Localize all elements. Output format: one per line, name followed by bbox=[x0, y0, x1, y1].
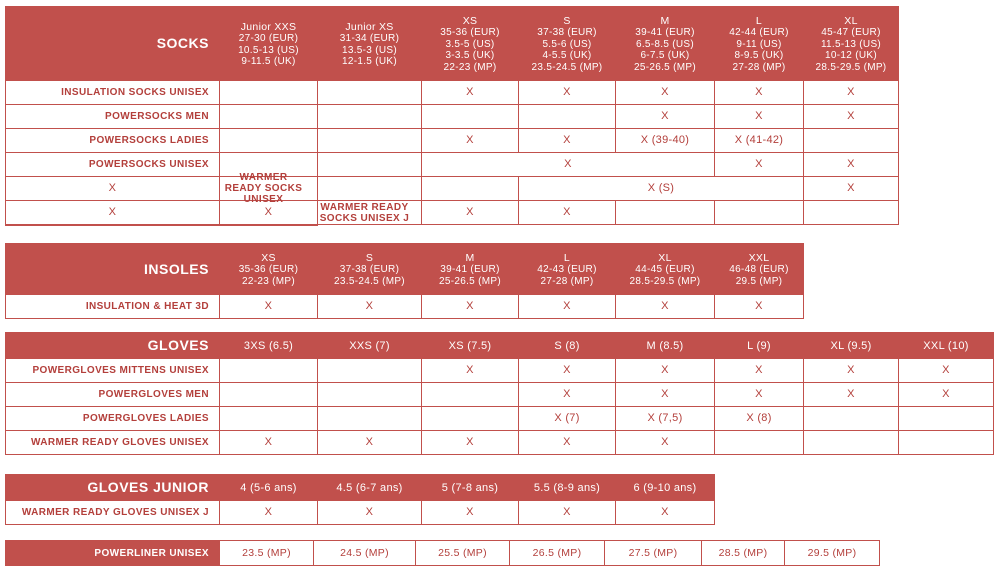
table-cell: X bbox=[715, 81, 804, 105]
socks-col-junior-xxs: Junior XXS 27-30 (EUR) 10.5-13 (US) 9-11.5 (UK) bbox=[220, 7, 318, 81]
table-cell: X bbox=[616, 295, 715, 319]
table-cell bbox=[6, 225, 220, 226]
table-cell: X bbox=[220, 295, 318, 319]
table-cell bbox=[220, 129, 318, 153]
socks-title: SOCKS bbox=[6, 7, 220, 81]
table-cell bbox=[318, 359, 422, 383]
gloves-junior-col-4: 4 (5-6 ans) bbox=[220, 475, 318, 501]
table-cell: X bbox=[616, 431, 715, 455]
table-cell bbox=[715, 431, 804, 455]
table-cell: X bbox=[519, 129, 616, 153]
table-cell: X bbox=[715, 105, 804, 129]
table-cell bbox=[715, 201, 804, 225]
table-cell: X (41-42) bbox=[715, 129, 804, 153]
table-cell bbox=[318, 153, 422, 177]
table-cell: 25.5 (MP) bbox=[416, 541, 510, 566]
table-cell: X bbox=[804, 81, 899, 105]
table-cell: 23.5 (MP) bbox=[220, 541, 314, 566]
row-label: INSULATION & HEAT 3D bbox=[6, 295, 220, 319]
table-cell: X bbox=[616, 81, 715, 105]
table-cell: X bbox=[519, 359, 616, 383]
row-label: POWERGLOVES MITTENS UNISEX bbox=[6, 359, 220, 383]
table-cell bbox=[616, 201, 715, 225]
gloves-col-xl: XL (9.5) bbox=[804, 333, 899, 359]
table-cell bbox=[318, 129, 422, 153]
table-cell: X bbox=[804, 359, 899, 383]
table-cell: X bbox=[616, 383, 715, 407]
table-cell: X bbox=[899, 383, 994, 407]
insoles-col-s: S 37-38 (EUR) 23.5-24.5 (MP) bbox=[318, 244, 422, 295]
socks-table bbox=[5, 6, 899, 226]
table-cell: X (7,5) bbox=[616, 407, 715, 431]
row-label: POWERGLOVES MEN bbox=[6, 383, 220, 407]
insoles-table bbox=[5, 243, 804, 319]
table-cell bbox=[220, 81, 318, 105]
table-cell bbox=[220, 407, 318, 431]
socks-col-xl: XL 45-47 (EUR) 11.5-13 (US) 10-12 (UK) 28.5-29.5 (MP) bbox=[804, 7, 899, 81]
table-cell: 27.5 (MP) bbox=[605, 541, 702, 566]
table-cell: X bbox=[318, 295, 422, 319]
gloves-table bbox=[5, 332, 994, 455]
table-cell: X (39-40) bbox=[616, 129, 715, 153]
table-cell bbox=[422, 407, 519, 431]
merged-cell: X (S) bbox=[519, 177, 804, 201]
table-cell: X bbox=[715, 359, 804, 383]
table-cell: X bbox=[804, 177, 899, 201]
table-cell: X bbox=[519, 431, 616, 455]
table-cell: X bbox=[715, 153, 804, 177]
table-cell: X bbox=[804, 153, 899, 177]
table-cell: X bbox=[715, 295, 804, 319]
socks-col-s: S 37-38 (EUR) 5.5-6 (US) 4-5.5 (UK) 23.5-24.5 (MP) bbox=[519, 7, 616, 81]
gloves-col-l: L (9) bbox=[715, 333, 804, 359]
table-cell: X (7) bbox=[519, 407, 616, 431]
table-cell: X bbox=[422, 359, 519, 383]
table-cell bbox=[804, 431, 899, 455]
table-cell: 24.5 (MP) bbox=[314, 541, 416, 566]
row-label: POWERSOCKS UNISEX bbox=[6, 153, 220, 177]
table-cell bbox=[220, 359, 318, 383]
gloves-title: GLOVES bbox=[6, 333, 220, 359]
gloves-col-xxs: XXS (7) bbox=[318, 333, 422, 359]
insoles-col-m: M 39-41 (EUR) 25-26.5 (MP) bbox=[422, 244, 519, 295]
table-cell bbox=[804, 407, 899, 431]
gloves-junior-col-6: 6 (9-10 ans) bbox=[616, 475, 715, 501]
table-cell bbox=[220, 383, 318, 407]
row-label: WARMER READY SOCKS UNISEX bbox=[220, 177, 318, 201]
socks-col-junior-xs: Junior XS 31-34 (EUR) 13.5-3 (US) 12-1.5 (UK) bbox=[318, 7, 422, 81]
table-cell bbox=[318, 383, 422, 407]
table-cell: X bbox=[715, 383, 804, 407]
table-cell: X bbox=[422, 431, 519, 455]
table-cell bbox=[318, 105, 422, 129]
table-cell: X (8) bbox=[715, 407, 804, 431]
socks-col-m: M 39-41 (EUR) 6.5-8.5 (US) 6-7.5 (UK) 25-26.5 (MP) bbox=[616, 7, 715, 81]
table-cell: X bbox=[318, 501, 422, 525]
table-cell bbox=[899, 407, 994, 431]
table-cell bbox=[804, 201, 899, 225]
table-cell bbox=[899, 431, 994, 455]
insoles-title: INSOLES bbox=[6, 244, 220, 295]
table-cell: X bbox=[220, 431, 318, 455]
table-cell: X bbox=[220, 201, 318, 225]
table-cell: X bbox=[804, 383, 899, 407]
gloves-col-xs: XS (7.5) bbox=[422, 333, 519, 359]
table-cell: X bbox=[422, 501, 519, 525]
row-label: POWERSOCKS LADIES bbox=[6, 129, 220, 153]
table-cell bbox=[220, 225, 318, 226]
table-cell: X bbox=[519, 201, 616, 225]
row-label: WARMER READY SOCKS UNISEX J bbox=[318, 201, 422, 225]
row-label: INSULATION SOCKS UNISEX bbox=[6, 81, 220, 105]
socks-col-l: L 42-44 (EUR) 9-11 (US) 8-9.5 (UK) 27-28 (MP) bbox=[715, 7, 804, 81]
table-cell: X bbox=[422, 81, 519, 105]
table-cell bbox=[804, 129, 899, 153]
gloves-junior-table bbox=[5, 474, 715, 525]
table-cell: 26.5 (MP) bbox=[510, 541, 605, 566]
table-cell: X bbox=[519, 501, 616, 525]
gloves-col-3xs: 3XS (6.5) bbox=[220, 333, 318, 359]
table-cell: X bbox=[519, 383, 616, 407]
table-cell: X bbox=[616, 105, 715, 129]
powerliner-title: POWERLINER UNISEX bbox=[6, 541, 220, 566]
merged-cell: X bbox=[422, 153, 715, 177]
table-cell bbox=[519, 105, 616, 129]
socks-col-xs: XS 35-36 (EUR) 3.5-5 (US) 3-3.5 (UK) 22-23 (MP) bbox=[422, 7, 519, 81]
table-cell: X bbox=[422, 201, 519, 225]
gloves-junior-col-5-5: 5.5 (8-9 ans) bbox=[519, 475, 616, 501]
gloves-col-m: M (8.5) bbox=[616, 333, 715, 359]
row-label: POWERGLOVES LADIES bbox=[6, 407, 220, 431]
row-label: WARMER READY GLOVES UNISEX J bbox=[6, 501, 220, 525]
table-cell bbox=[318, 177, 422, 201]
table-cell: X bbox=[220, 501, 318, 525]
gloves-junior-title: GLOVES JUNIOR bbox=[6, 475, 220, 501]
table-cell bbox=[318, 407, 422, 431]
gloves-junior-col-4-5: 4.5 (6-7 ans) bbox=[318, 475, 422, 501]
insoles-col-xl: XL 44-45 (EUR) 28.5-29.5 (MP) bbox=[616, 244, 715, 295]
powerliner-table bbox=[5, 540, 880, 566]
table-cell: X bbox=[318, 431, 422, 455]
table-cell bbox=[422, 105, 519, 129]
table-cell bbox=[220, 105, 318, 129]
table-cell bbox=[422, 177, 519, 201]
table-cell: 28.5 (MP) bbox=[702, 541, 785, 566]
insoles-col-l: L 42-43 (EUR) 27-28 (MP) bbox=[519, 244, 616, 295]
table-cell: X bbox=[616, 359, 715, 383]
row-label: WARMER READY GLOVES UNISEX bbox=[6, 431, 220, 455]
table-cell: X bbox=[519, 81, 616, 105]
insoles-col-xxl: XXL 46-48 (EUR) 29.5 (MP) bbox=[715, 244, 804, 295]
gloves-col-xxl: XXL (10) bbox=[899, 333, 994, 359]
gloves-junior-col-5: 5 (7-8 ans) bbox=[422, 475, 519, 501]
table-cell: X bbox=[422, 295, 519, 319]
table-cell: X bbox=[519, 295, 616, 319]
table-cell: 29.5 (MP) bbox=[785, 541, 880, 566]
table-cell bbox=[422, 383, 519, 407]
table-cell: X bbox=[804, 105, 899, 129]
table-cell bbox=[318, 81, 422, 105]
gloves-col-s: S (8) bbox=[519, 333, 616, 359]
table-cell: X bbox=[6, 177, 220, 201]
row-label: POWERSOCKS MEN bbox=[6, 105, 220, 129]
table-cell: X bbox=[6, 201, 220, 225]
insoles-col-xs: XS 35-36 (EUR) 22-23 (MP) bbox=[220, 244, 318, 295]
table-cell: X bbox=[616, 501, 715, 525]
table-cell: X bbox=[899, 359, 994, 383]
table-cell: X bbox=[422, 129, 519, 153]
